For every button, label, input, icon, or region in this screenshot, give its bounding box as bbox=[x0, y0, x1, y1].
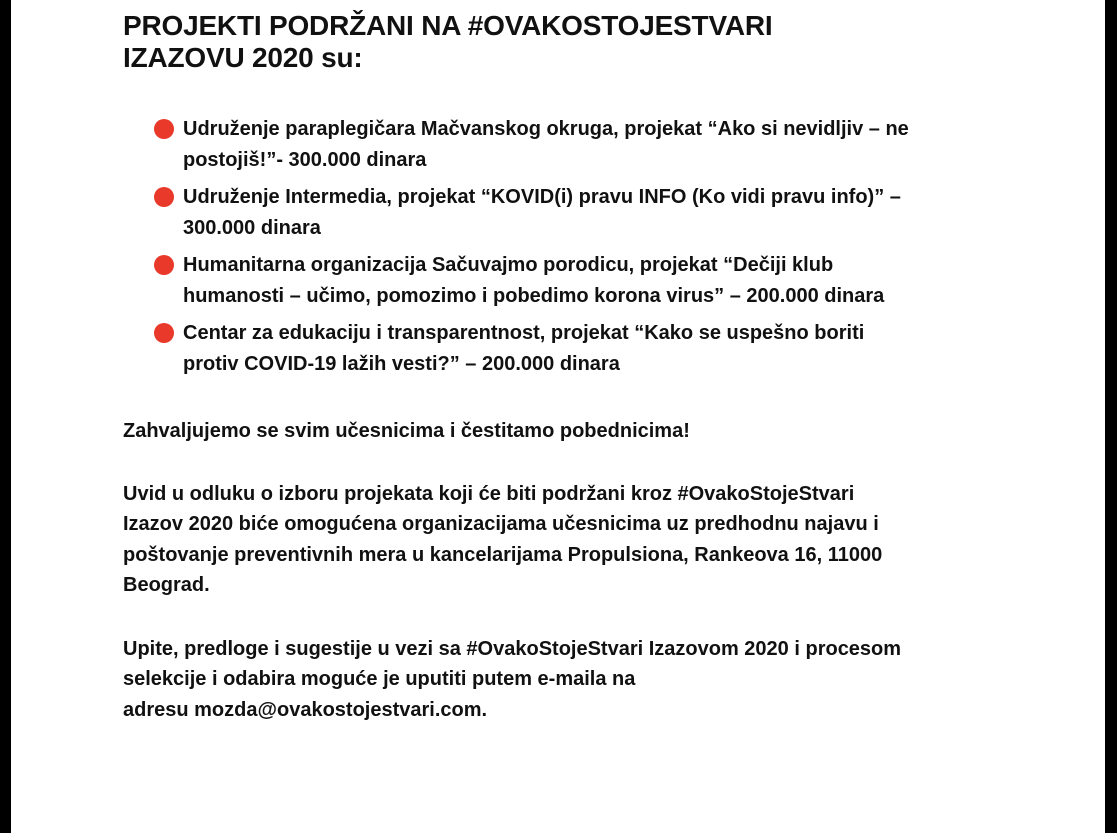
title-line-1: PROJEKTI PODRŽANI NA #OVAKOSTOJESTVARI bbox=[123, 10, 773, 41]
project-line-1: Centar za edukaciju i transparentnost, projekat “Kako se uspešno boriti bbox=[183, 322, 865, 344]
contact-line-3: adresu mozda@ovakostojestvari.com. bbox=[123, 698, 488, 721]
bullet-dot-icon bbox=[154, 255, 174, 275]
project-line-1: Humanitarna organizacija Sačuvajmo porodicu, projekat “Dečiji klub bbox=[183, 254, 834, 276]
insight-paragraph bbox=[123, 479, 1003, 601]
document-content bbox=[123, 10, 1023, 725]
project-line-2: 300.000 dinara bbox=[183, 217, 321, 239]
title-line-2: IZAZOVU 2020 su: bbox=[123, 42, 363, 73]
list-item bbox=[123, 114, 1013, 176]
insight-line-4: Beograd. bbox=[123, 574, 210, 596]
insight-line-1: Uvid u odluku o izboru projekata koji će biti podržani kroz #OvakoStojeStvari bbox=[123, 482, 855, 505]
contact-line-2: selekcije i odabira moguće je uputiti putem e-maila na bbox=[123, 668, 636, 690]
bullet-dot-icon bbox=[154, 187, 174, 207]
list-item bbox=[123, 182, 1013, 244]
thanks-paragraph: Zahvaljujemo se svim učesnicima i čestitamo pobednicima! bbox=[123, 420, 690, 442]
bullet-dot-icon bbox=[154, 323, 174, 343]
insight-line-2: Izazov 2020 biće omogućena organizacijama učesnicima uz predhodnu najavu i bbox=[123, 513, 879, 535]
contact-line-1: Upite, predloge i sugestije u vezi sa #OvakoStojeStvari Izazovom 2020 i procesom bbox=[123, 637, 902, 660]
list-item bbox=[123, 250, 1013, 312]
project-line-2: humanosti – učimo, pomozimo i pobedimo korona virus” – 200.000 dinara bbox=[183, 285, 885, 307]
project-list bbox=[123, 114, 1023, 380]
project-line-2: postojiš!”- 300.000 dinara bbox=[183, 149, 427, 171]
bullet-dot-icon bbox=[154, 119, 174, 139]
insight-line-3: poštovanje preventivnih mera u kancelarijama Propulsiona, Rankeova 16, 11000 bbox=[123, 543, 883, 566]
list-item bbox=[123, 318, 1013, 380]
project-line-1: Udruženje Intermedia, projekat “KOVID(i) pravu INFO (Ko vidi pravu info)” – bbox=[183, 186, 901, 208]
document-page bbox=[11, 0, 1105, 833]
project-line-2: protiv COVID-19 lažih vesti?” – 200.000 dinara bbox=[183, 353, 620, 375]
contact-paragraph bbox=[123, 634, 1003, 726]
page-title bbox=[123, 10, 1023, 74]
project-line-1: Udruženje paraplegičara Mačvanskog okruga, projekat “Ako si nevidljiv – ne bbox=[183, 118, 909, 140]
